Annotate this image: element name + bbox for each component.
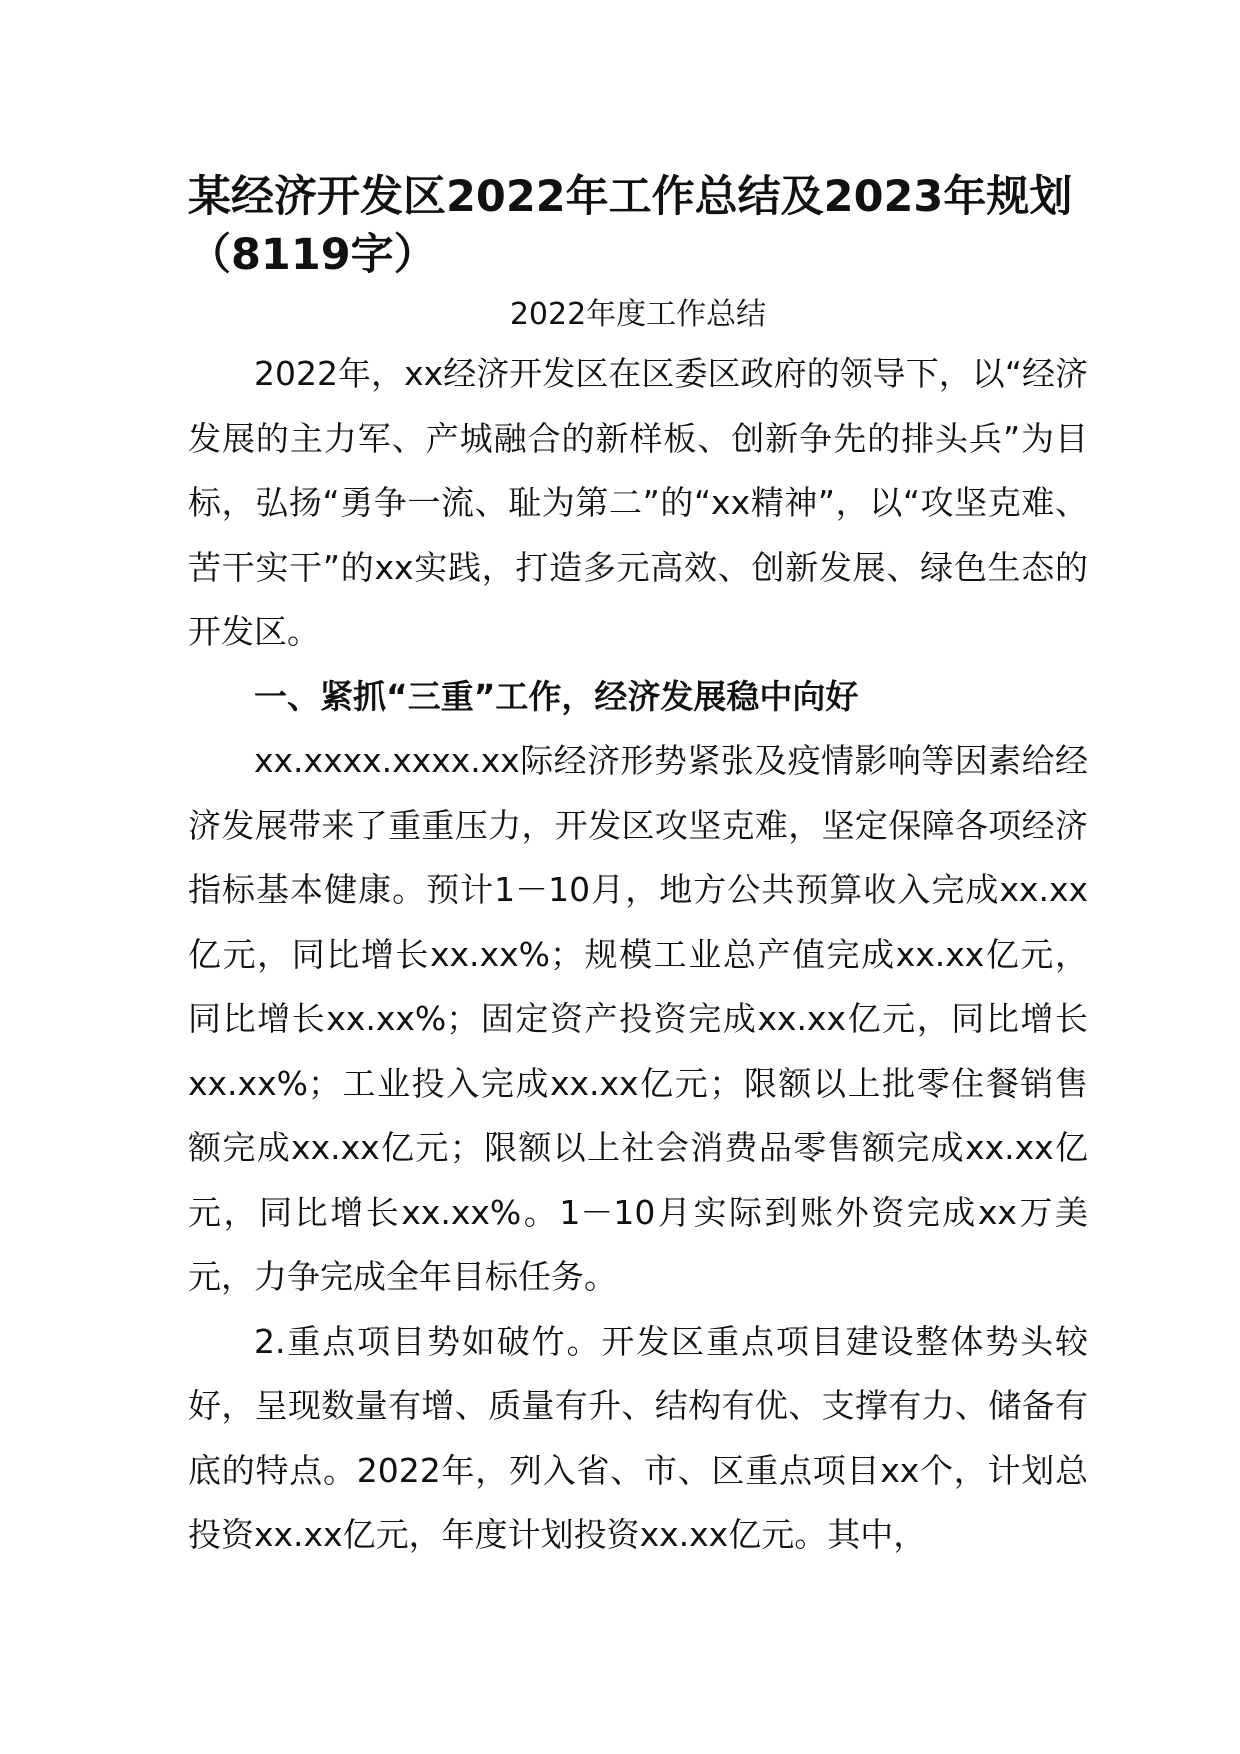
economy-paragraph: xx.xxxx.xxxx.xx际经济形势紧张及疫情影响等因素给经济发展带来了重重压力，开发区攻坚克难，坚定保障各项经济指标基本健康。预计1－10月，地方公共预算收入完成xx.xx亿元，同比增长xx.xx%；规模工业总产值完成xx.xx亿元，同比增长xx.xx%；固定资产投资完成xx.xx亿元，同比增长xx.xx%；工业投入完成xx.xx亿元；限额以上批零住餐销售额完成xx.xx亿元；限额以上社会消费品零售额完成xx.xx亿元，同比增长xx.xx%。1－10月实际到账外资完成xx万美元，力争完成全年目标任务。 bbox=[188, 741, 1088, 1296]
intro-paragraph: 2022年，xx经济开发区在区委区政府的领导下，以“经济发展的主力军、产城融合的新样板、创新争先的排头兵”为目标，弘扬“勇争一流、耻为第二”的“xx精神”，以“攻坚克难、苦干实干”的xx实践，打造多元高效、创新发展、绿色生态的开发区。 bbox=[188, 354, 1088, 651]
document-body bbox=[188, 168, 1088, 1568]
section-heading-1: 一、紧抓“三重”工作，经济发展稳中向好 bbox=[254, 676, 859, 716]
document-title: 某经济开发区2022年工作总结及2023年规划（8119字） bbox=[188, 172, 1073, 280]
projects-paragraph: 2.重点项目势如破竹。开发区重点项目建设整体势头较好，呈现数量有增、质量有升、结构有优、支撑有力、储备有底的特点。2022年，列入省、市、区重点项目xx个，计划总投资xx.xx亿元，年度计划投资xx.xx亿元。其中， bbox=[188, 1321, 1088, 1554]
document-subtitle: 2022年度工作总结 bbox=[509, 297, 767, 332]
